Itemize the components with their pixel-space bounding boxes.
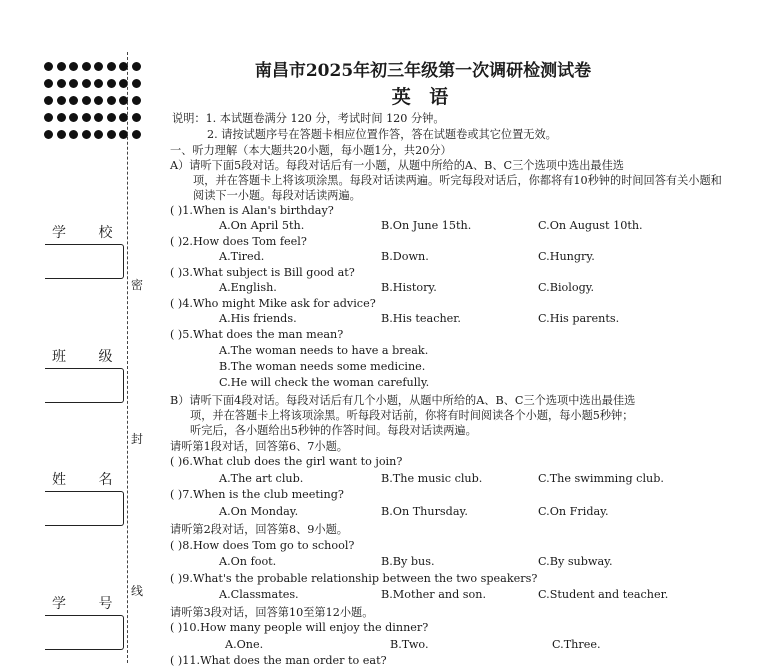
exam-subject: 英 语	[391, 86, 455, 108]
q6-option-b[interactable]: B.The music club.	[381, 472, 483, 485]
q7-option-c[interactable]: C.On Friday.	[538, 505, 609, 518]
seal-mark-xian: 线	[131, 584, 144, 598]
section-heading: 一、听力理解（本大题共20小题，每小题1分，共20分）	[170, 144, 452, 157]
part-a-direction: 项，并在答题卡上将该项涂黑。每段对话读两遍。听完每段对话后，你都将有10秒钟的时间回答有关小题和	[193, 174, 722, 187]
q8-option-c[interactable]: C.By subway.	[538, 555, 613, 568]
q5-option-a[interactable]: A.The woman needs to have a break.	[219, 344, 429, 357]
school-label: 学 校	[52, 225, 127, 241]
q6-option-a[interactable]: A.The art club.	[219, 472, 304, 485]
question-3: ( )3.What subject is Bill good at?	[170, 266, 355, 279]
part-b-direction: B）请听下面4段对话。每段对话后有几个小题，从题中所给的A、B、C三个选项中选出最佳选	[170, 394, 636, 407]
q8-option-a[interactable]: A.On foot.	[219, 555, 277, 568]
q10-option-b[interactable]: B.Two.	[390, 638, 429, 651]
q9-option-c[interactable]: C.Student and teacher.	[538, 588, 669, 601]
part-b-direction: 听完后，各小题给出5秒钟的作答时间。每段对话读两遍。	[190, 424, 477, 437]
seal-mark-feng: 封	[131, 432, 144, 446]
question-6: ( )6.What club does the girl want to join?	[170, 455, 403, 468]
name-field[interactable]	[45, 491, 124, 526]
name-label: 姓 名	[52, 472, 127, 488]
q3-option-c[interactable]: C.Biology.	[538, 281, 595, 294]
question-1: ( )1.When is Alan's birthday?	[170, 204, 334, 217]
q9-option-b[interactable]: B.Mother and son.	[381, 588, 487, 601]
q5-option-b[interactable]: B.The woman needs some medicine.	[219, 360, 426, 373]
dialogue-intro: 请听第2段对话，回答第8、9小题。	[170, 523, 348, 536]
q2-option-c[interactable]: C.Hungry.	[538, 250, 595, 263]
question-5: ( )5.What does the man mean?	[170, 328, 344, 341]
seal-mark-mi: 密	[131, 278, 144, 292]
q4-option-c[interactable]: C.His parents.	[538, 312, 620, 325]
part-a-direction: A）请听下面5段对话。每段对话后有一小题，从题中所给的A、B、C三个选项中选出最佳选	[170, 159, 624, 172]
exam-title: 南昌市2025年初三年级第一次调研检测试卷	[254, 61, 592, 81]
class-label: 班 级	[52, 349, 127, 365]
q5-option-c[interactable]: C.He will check the woman carefully.	[219, 376, 430, 389]
student-number-field[interactable]	[45, 615, 124, 650]
question-2: ( )2.How does Tom feel?	[170, 235, 307, 248]
q6-option-c[interactable]: C.The swimming club.	[538, 472, 664, 485]
instruction-line: 2. 请按试题序号在答题卡相应位置作答，答在试题卷或其它位置无效。	[207, 128, 557, 141]
q4-option-a[interactable]: A.His friends.	[219, 312, 297, 325]
class-field[interactable]	[45, 368, 124, 403]
q4-option-b[interactable]: B.His teacher.	[381, 312, 461, 325]
q9-option-a[interactable]: A.Classmates.	[219, 588, 299, 601]
question-10: ( )10.How many people will enjoy the dinner?	[170, 621, 429, 634]
q2-option-a[interactable]: A.Tired.	[219, 250, 265, 263]
question-9: ( )9.What's the probable relationship between the two speakers?	[170, 572, 538, 585]
part-b-direction: 项，并在答题卡上将该项涂黑。听每段对话前，你将有时间阅读各个小题，每小题5秒钟；	[190, 409, 634, 422]
q10-option-c[interactable]: C.Three.	[552, 638, 601, 651]
question-4: ( )4.Who might Mike ask for advice?	[170, 297, 376, 310]
dialogue-intro: 请听第1段对话，回答第6、7小题。	[170, 440, 348, 453]
seal-line	[127, 52, 128, 663]
q1-option-b[interactable]: B.On June 15th.	[381, 219, 472, 232]
binding-dots-row	[44, 124, 144, 136]
instruction-line: 说明：1. 本试题卷满分 120 分，考试时间 120 分钟。	[172, 112, 445, 125]
question-8: ( )8.How does Tom go to school?	[170, 539, 355, 552]
q10-option-a[interactable]: A.One.	[225, 638, 264, 651]
q1-option-a[interactable]: A.On April 5th.	[219, 219, 305, 232]
dialogue-intro: 请听第3段对话，回答第10至第12小题。	[170, 606, 374, 619]
q3-option-b[interactable]: B.History.	[381, 281, 437, 294]
question-7: ( )7.When is the club meeting?	[170, 488, 344, 501]
q7-option-a[interactable]: A.On Monday.	[219, 505, 299, 518]
school-field[interactable]	[45, 244, 124, 279]
q8-option-b[interactable]: B.By bus.	[381, 555, 435, 568]
q3-option-a[interactable]: A.English.	[219, 281, 277, 294]
q7-option-b[interactable]: B.On Thursday.	[381, 505, 468, 518]
part-a-direction: 阅读下一小题。每段对话读两遍。	[193, 189, 361, 202]
q1-option-c[interactable]: C.On August 10th.	[538, 219, 643, 232]
question-11: ( )11.What does the man order to eat?	[170, 654, 387, 667]
student-number-label: 学 号	[52, 596, 127, 612]
q2-option-b[interactable]: B.Down.	[381, 250, 429, 263]
